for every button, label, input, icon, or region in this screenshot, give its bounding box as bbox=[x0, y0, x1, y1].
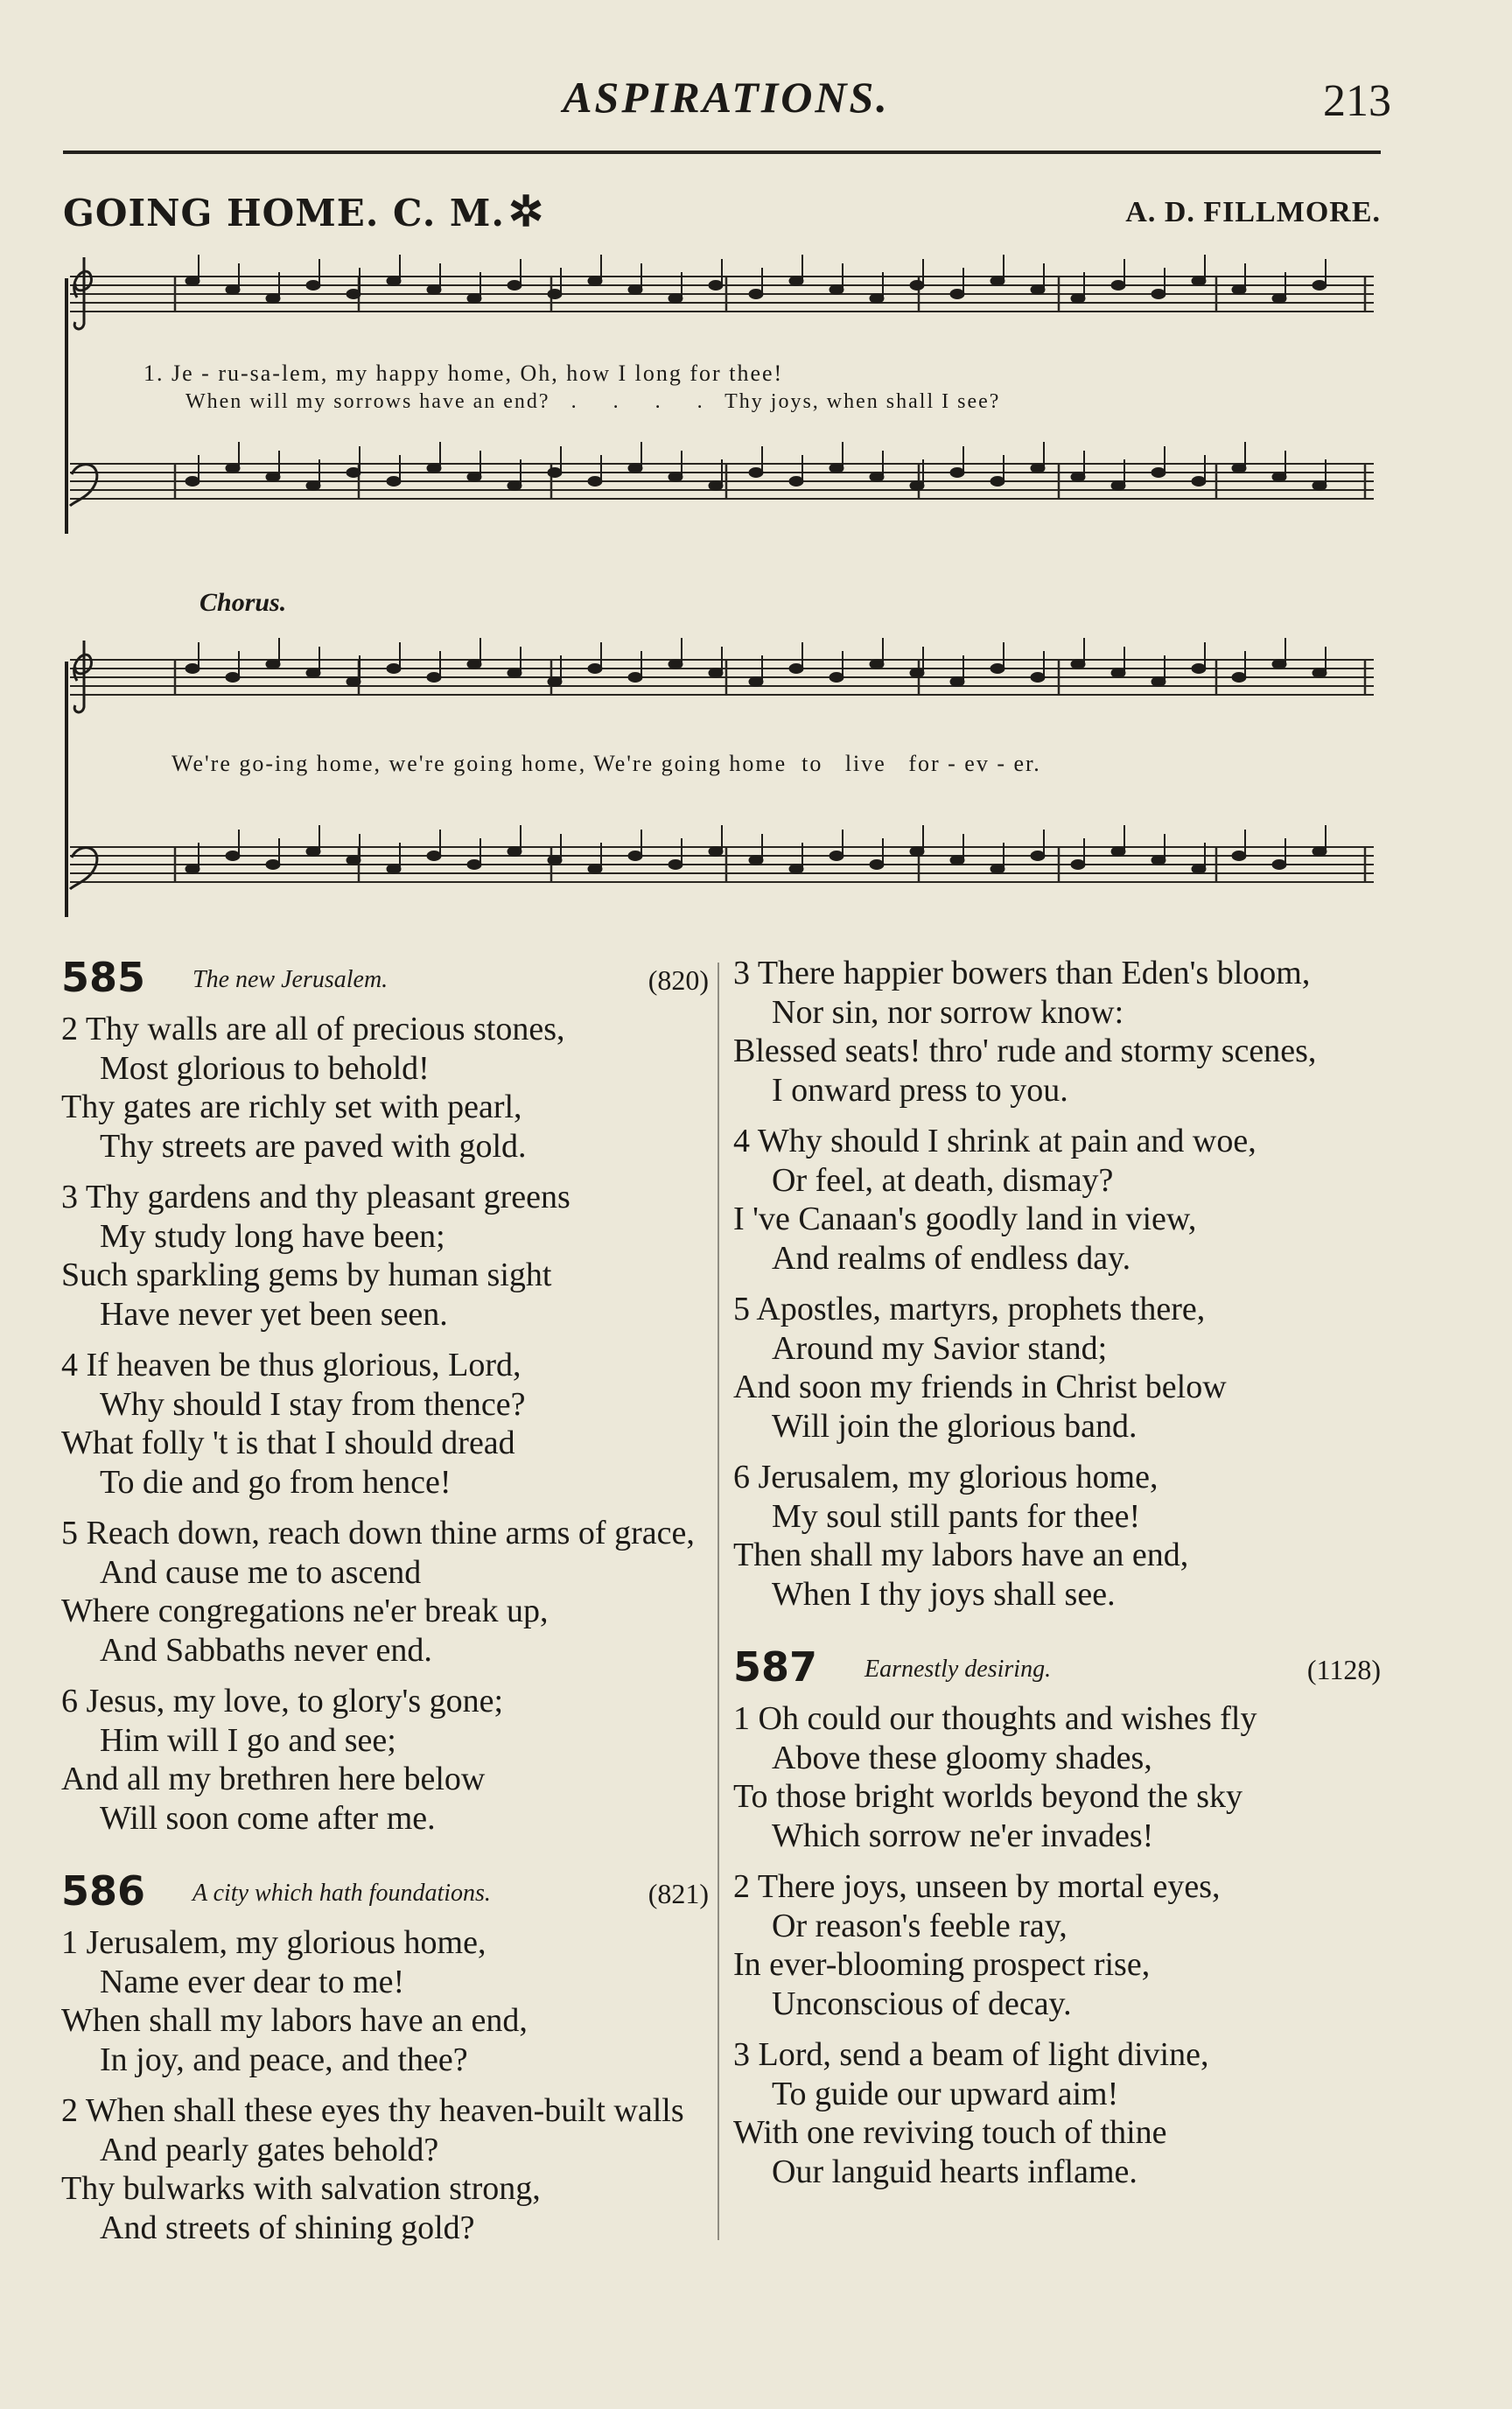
stanza bbox=[61, 1514, 709, 1670]
stanza-line: When shall my labors have an end, bbox=[61, 2002, 528, 2039]
note-head bbox=[427, 851, 441, 861]
note-head bbox=[749, 856, 763, 865]
note-head bbox=[1192, 277, 1206, 286]
note-head bbox=[910, 847, 924, 857]
note-head bbox=[1312, 281, 1326, 291]
stanza-line: My soul still pants for thee! bbox=[772, 1497, 1141, 1535]
note-head bbox=[628, 464, 642, 473]
note-head bbox=[628, 285, 642, 295]
stanza-line: 5 Apostles, martyrs, prophets there, bbox=[733, 1291, 1206, 1327]
stanza-line: Will soon come after me. bbox=[100, 1799, 436, 1837]
stanza-line: 5 Reach down, reach down thine arms of grace, bbox=[61, 1515, 695, 1551]
note-head bbox=[467, 294, 481, 304]
note-head bbox=[1272, 660, 1286, 669]
note-head bbox=[588, 865, 602, 874]
hymn-subtitle: Earnestly desiring. bbox=[864, 1656, 1052, 1683]
stanza-line: Which sorrow ne'er invades! bbox=[772, 1817, 1154, 1854]
stanza-line: And pearly gates behold? bbox=[100, 2131, 439, 2168]
note-head bbox=[668, 860, 682, 870]
note-head bbox=[990, 477, 1004, 487]
note-head bbox=[266, 473, 280, 482]
note-head bbox=[1192, 664, 1206, 674]
note-head bbox=[950, 677, 964, 687]
stanza-line: Above these gloomy shades, bbox=[772, 1739, 1152, 1776]
stanza-line: And soon my friends in Christ below bbox=[733, 1369, 1227, 1405]
note-head bbox=[709, 847, 723, 857]
note-head bbox=[628, 851, 642, 861]
stanza-line: 6 Jerusalem, my glorious home, bbox=[733, 1459, 1158, 1495]
note-head bbox=[266, 660, 280, 669]
stanza-line: Unconscious of decay. bbox=[772, 1985, 1072, 2022]
note-head bbox=[910, 281, 924, 291]
note-head bbox=[346, 856, 360, 865]
note-head bbox=[910, 669, 924, 678]
stanza bbox=[733, 1458, 1381, 1614]
note-head bbox=[830, 673, 844, 683]
note-head bbox=[548, 856, 562, 865]
note-head bbox=[346, 677, 360, 687]
note-head bbox=[870, 294, 884, 304]
notes bbox=[186, 255, 1326, 874]
note-head bbox=[789, 664, 803, 674]
hymn-header bbox=[733, 1643, 1381, 1692]
note-head bbox=[548, 677, 562, 687]
stanza-line: And streets of shining gold? bbox=[100, 2209, 475, 2246]
note-head bbox=[950, 290, 964, 299]
note-head bbox=[830, 285, 844, 295]
hymn-reference: (821) bbox=[648, 1878, 709, 1909]
note-head bbox=[346, 468, 360, 478]
stanza-line: Such sparkling gems by human sight bbox=[61, 1257, 552, 1293]
hymn-number: 587 bbox=[733, 1643, 818, 1691]
note-head bbox=[266, 860, 280, 870]
stanza-line: Where congregations ne'er break up, bbox=[61, 1593, 549, 1629]
note-head bbox=[1192, 865, 1206, 874]
stanza-line: In ever-blooming prospect rise, bbox=[733, 1946, 1151, 1983]
note-head bbox=[628, 673, 642, 683]
star-icon: ✲ bbox=[508, 187, 545, 236]
composer: A. D. FILLMORE. bbox=[1125, 196, 1381, 228]
right-column bbox=[733, 954, 1381, 2203]
note-head bbox=[186, 477, 200, 487]
stanza-line: Or reason's feeble ray, bbox=[772, 1907, 1068, 1944]
stanza bbox=[61, 1010, 709, 1166]
note-head bbox=[870, 473, 884, 482]
note-head bbox=[668, 294, 682, 304]
stanza-line: Our languid hearts inflame. bbox=[772, 2153, 1138, 2190]
note-head bbox=[186, 277, 200, 286]
note-head bbox=[1031, 464, 1045, 473]
note-head bbox=[226, 285, 240, 295]
note-head bbox=[1312, 669, 1326, 678]
stanza-line: Will join the glorious band. bbox=[772, 1407, 1138, 1445]
stanza-line: When I thy joys shall see. bbox=[772, 1575, 1116, 1613]
note-head bbox=[226, 673, 240, 683]
note-head bbox=[1232, 285, 1246, 295]
stanza-line: And realms of endless day. bbox=[772, 1239, 1131, 1277]
stanza-line: To those bright worlds beyond the sky bbox=[733, 1778, 1243, 1815]
stanza-line: Have never yet been seen. bbox=[100, 1295, 448, 1333]
stanza-line: I 've Canaan's goodly land in view, bbox=[733, 1201, 1197, 1237]
stanza-line: Him will I go and see; bbox=[100, 1721, 396, 1759]
note-head bbox=[749, 677, 763, 687]
note-head bbox=[186, 865, 200, 874]
note-head bbox=[1272, 294, 1286, 304]
note-head bbox=[226, 851, 240, 861]
note-head bbox=[1232, 851, 1246, 861]
clefs bbox=[70, 257, 97, 889]
note-head bbox=[709, 669, 723, 678]
note-head bbox=[950, 856, 964, 865]
stanza-line: Blessed seats! thro' rude and stormy scenes, bbox=[733, 1033, 1317, 1069]
stanza-line: Name ever dear to me! bbox=[100, 1963, 405, 2000]
stanza-line: What folly 't is that I should dread bbox=[61, 1425, 515, 1461]
note-head bbox=[588, 664, 602, 674]
note-head bbox=[668, 660, 682, 669]
note-head bbox=[1152, 856, 1166, 865]
stanza bbox=[61, 1178, 709, 1334]
note-head bbox=[346, 290, 360, 299]
stanza bbox=[733, 2035, 1381, 2191]
hymn-reference: (820) bbox=[648, 964, 709, 996]
stanza bbox=[733, 1867, 1381, 2023]
treble-clef-icon bbox=[74, 257, 92, 329]
stanza-line: To die and go from hence! bbox=[100, 1463, 452, 1501]
note-head bbox=[508, 481, 522, 491]
stanza-line: Around my Savior stand; bbox=[772, 1329, 1108, 1367]
note-head bbox=[1111, 281, 1125, 291]
stanza bbox=[733, 954, 1381, 1110]
note-head bbox=[467, 660, 481, 669]
note-head bbox=[870, 660, 884, 669]
note-head bbox=[508, 847, 522, 857]
note-head bbox=[1192, 477, 1206, 487]
note-head bbox=[548, 290, 562, 299]
note-head bbox=[709, 481, 723, 491]
hymn-subtitle: A city which hath foundations. bbox=[192, 1880, 491, 1907]
stanza-line: 1 Jerusalem, my glorious home, bbox=[61, 1924, 486, 1961]
note-head bbox=[910, 481, 924, 491]
stanza bbox=[733, 1122, 1381, 1278]
treble-clef-icon bbox=[74, 641, 92, 712]
stanza-line: In joy, and peace, and thee? bbox=[100, 2041, 468, 2078]
column-divider bbox=[718, 963, 719, 2240]
tune-title bbox=[63, 187, 544, 236]
stanza-line: 3 There happier bowers than Eden's bloom, bbox=[733, 955, 1311, 991]
note-head bbox=[668, 473, 682, 482]
note-head bbox=[508, 669, 522, 678]
note-head bbox=[427, 285, 441, 295]
stanza-line: 1 Oh could our thoughts and wishes fly bbox=[733, 1700, 1257, 1737]
note-head bbox=[789, 277, 803, 286]
stanza-line: I onward press to you. bbox=[772, 1071, 1068, 1109]
stanza-line: And Sabbaths never end. bbox=[100, 1631, 432, 1669]
note-head bbox=[990, 277, 1004, 286]
stanza bbox=[61, 2091, 709, 2247]
note-head bbox=[990, 664, 1004, 674]
stanza-line: To guide our upward aim! bbox=[772, 2075, 1119, 2112]
note-head bbox=[1111, 669, 1125, 678]
stanza-line: And cause me to ascend bbox=[100, 1553, 422, 1591]
chorus-label: Chorus. bbox=[200, 588, 287, 617]
stanza-line: 2 There joys, unseen by mortal eyes, bbox=[733, 1868, 1221, 1905]
note-head bbox=[1232, 464, 1246, 473]
hymn-number: 586 bbox=[61, 1867, 146, 1915]
stanza-line: Most glorious to behold! bbox=[100, 1049, 430, 1087]
note-head bbox=[1272, 473, 1286, 482]
note-head bbox=[1272, 860, 1286, 870]
note-head bbox=[387, 277, 401, 286]
stanza bbox=[733, 1290, 1381, 1446]
note-head bbox=[1111, 847, 1125, 857]
stanza bbox=[733, 1699, 1381, 1855]
note-head bbox=[306, 481, 320, 491]
note-head bbox=[387, 477, 401, 487]
note-head bbox=[427, 673, 441, 683]
note-head bbox=[306, 281, 320, 291]
note-head bbox=[306, 669, 320, 678]
hymn-number: 585 bbox=[61, 954, 146, 1001]
note-head bbox=[508, 281, 522, 291]
page-number: 213 bbox=[1323, 76, 1391, 126]
note-head bbox=[1031, 673, 1045, 683]
note-head bbox=[789, 477, 803, 487]
stanza bbox=[61, 1682, 709, 1838]
note-head bbox=[1312, 481, 1326, 491]
note-head bbox=[226, 464, 240, 473]
note-head bbox=[427, 464, 441, 473]
note-head bbox=[548, 468, 562, 478]
stanza-line: And all my brethren here below bbox=[61, 1761, 486, 1797]
note-head bbox=[588, 277, 602, 286]
note-head bbox=[467, 860, 481, 870]
hymn-header bbox=[61, 1867, 709, 1916]
stanza-line: Why should I stay from thence? bbox=[100, 1385, 526, 1423]
note-head bbox=[306, 847, 320, 857]
hymn-header bbox=[61, 954, 709, 1003]
note-head bbox=[1111, 481, 1125, 491]
note-head bbox=[789, 865, 803, 874]
note-head bbox=[588, 477, 602, 487]
note-head bbox=[1071, 860, 1085, 870]
note-head bbox=[1071, 660, 1085, 669]
note-head bbox=[1071, 473, 1085, 482]
note-head bbox=[950, 468, 964, 478]
note-head bbox=[1031, 851, 1045, 861]
hymn-reference: (1128) bbox=[1306, 1654, 1381, 1685]
stanza-line: 4 Why should I shrink at pain and woe, bbox=[733, 1123, 1256, 1159]
note-head bbox=[387, 664, 401, 674]
stanza-line: 3 Lord, send a beam of light divine, bbox=[733, 2036, 1209, 2073]
note-head bbox=[870, 860, 884, 870]
header-rule bbox=[63, 151, 1381, 154]
note-head bbox=[749, 468, 763, 478]
note-head bbox=[709, 281, 723, 291]
note-head bbox=[1152, 290, 1166, 299]
left-column bbox=[61, 954, 709, 2259]
running-title: ASPIRATIONS. bbox=[563, 73, 890, 122]
note-head bbox=[830, 851, 844, 861]
stanza bbox=[61, 1346, 709, 1502]
note-head bbox=[1152, 677, 1166, 687]
note-head bbox=[1232, 673, 1246, 683]
stanza-line: 4 If heaven be thus glorious, Lord, bbox=[61, 1347, 522, 1383]
note-head bbox=[266, 294, 280, 304]
hymn-subtitle: The new Jerusalem. bbox=[192, 966, 388, 993]
stanza-line: Then shall my labors have an end, bbox=[733, 1537, 1189, 1573]
note-head bbox=[749, 290, 763, 299]
stanza-line: 6 Jesus, my love, to glory's gone; bbox=[61, 1683, 504, 1719]
stanza bbox=[61, 1923, 709, 2079]
lyrics-chorus: We're go-ing home, we're going home, We're going home to live for - ev - er. bbox=[172, 751, 1041, 776]
note-head bbox=[467, 473, 481, 482]
system-brace bbox=[65, 278, 68, 534]
stanza-line: Thy streets are paved with gold. bbox=[100, 1127, 527, 1165]
stanza-line: Nor sin, nor sorrow know: bbox=[772, 993, 1124, 1031]
lyrics-verse-line-1: 1. Je - ru-sa-lem, my happy home, Oh, how I long for thee! bbox=[144, 361, 784, 386]
stanza-line: Or feel, at death, dismay? bbox=[772, 1161, 1114, 1199]
stanza-line: 2 When shall these eyes thy heaven-built walls bbox=[61, 2092, 684, 2129]
tune-title-text: GOING HOME. C. M. bbox=[63, 192, 506, 235]
stanza-line: With one reviving touch of thine bbox=[733, 2114, 1167, 2151]
note-head bbox=[990, 865, 1004, 874]
note-head bbox=[830, 464, 844, 473]
note-head bbox=[387, 865, 401, 874]
note-head bbox=[1152, 468, 1166, 478]
note-head bbox=[1071, 294, 1085, 304]
lyrics-verse-line-2: When will my sorrows have an end? . . . . Thy joys, when shall I see? bbox=[186, 390, 1001, 413]
stanza-line: 3 Thy gardens and thy pleasant greens bbox=[61, 1179, 570, 1215]
stanza-line: My study long have been; bbox=[100, 1217, 445, 1255]
note-head bbox=[1312, 847, 1326, 857]
system-brace bbox=[65, 662, 68, 917]
note-head bbox=[1031, 285, 1045, 295]
stanza-line: Thy gates are richly set with pearl, bbox=[61, 1089, 522, 1125]
stanza-line: 2 Thy walls are all of precious stones, bbox=[61, 1011, 565, 1047]
stanza-line: Thy bulwarks with salvation strong, bbox=[61, 2170, 541, 2207]
note-head bbox=[186, 664, 200, 674]
